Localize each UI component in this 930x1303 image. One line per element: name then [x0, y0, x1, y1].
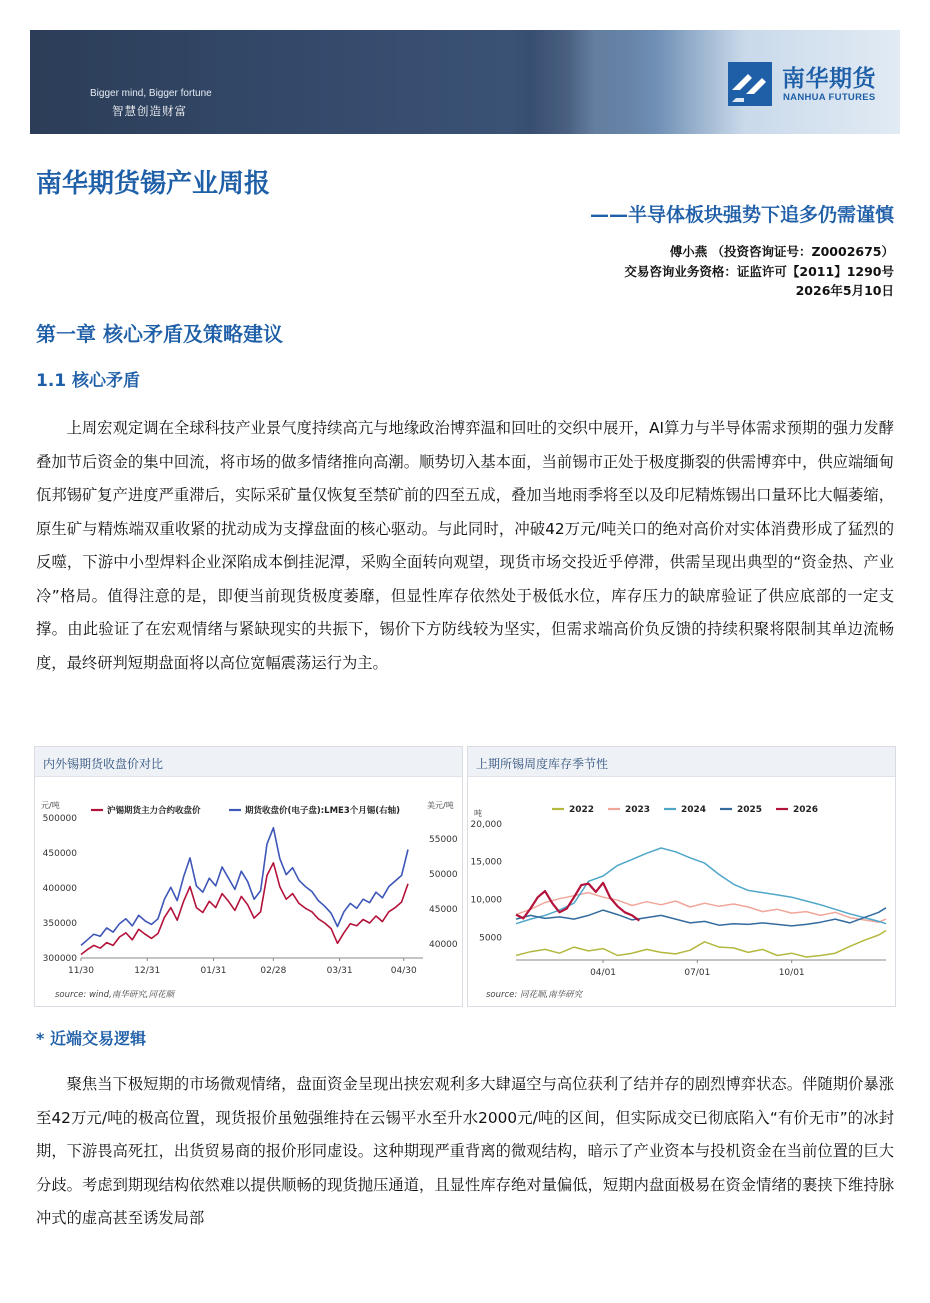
y-tick-label: 5000 [479, 933, 502, 944]
company-logo [726, 58, 896, 114]
inventory-seasonal-chart [467, 746, 896, 1007]
y-right-tick-label: 45000 [429, 905, 458, 915]
y-unit: 吨 [474, 809, 482, 818]
series-line [516, 848, 886, 924]
legend-label: 2022 [569, 805, 595, 815]
y-left-tick-label: 400000 [42, 884, 77, 894]
inventory-seasonal-plot [468, 778, 895, 1006]
series-line [81, 828, 408, 946]
y-right-tick-label: 50000 [429, 870, 458, 880]
nanhua-logo-icon [726, 60, 774, 108]
x-tick-label: 02/28 [260, 966, 287, 976]
report-subtitle: ——半导体板块强势下追多仍需谨慎 [589, 204, 894, 226]
y-tick-label: 10,000 [470, 895, 502, 906]
logo-text-en: NANHUA FUTURES [783, 92, 876, 103]
chart-source: source: 同花顺,南华研究 [486, 990, 583, 1000]
y-left-tick-label: 300000 [42, 954, 77, 964]
x-tick-label: 03/31 [326, 966, 353, 976]
x-tick-label: 04/30 [390, 966, 417, 976]
x-tick-label: 11/30 [68, 966, 94, 976]
series-line [516, 931, 886, 958]
price-comparison-plot [35, 778, 462, 1006]
license-line: 交易咨询业务资格：证监许可【2011】1290号 [624, 264, 894, 279]
legend-label: 2023 [625, 805, 651, 815]
banner-glow [530, 30, 660, 134]
report-title: 南华期货锡产业周报 [36, 169, 271, 199]
legend-label: 2024 [681, 805, 707, 815]
chapter-title: 第一章 核心矛盾及策略建议 [36, 322, 283, 346]
legend-label: 沪锡期货主力合约收盘价 [107, 806, 201, 816]
slogan-en: Bigger mind, Bigger fortune [90, 88, 212, 99]
y-left-tick-label: 350000 [42, 919, 77, 929]
y-tick-label: 15,000 [470, 857, 502, 868]
y-right-tick-label: 40000 [429, 940, 458, 950]
y-tick-label: 20,000 [470, 819, 502, 830]
chart-title: 内外锡期货收盘价对比 [35, 747, 462, 777]
trading-logic-paragraph: 聚焦当下极短期的市场微观情绪，盘面资金呈现出挟宏观利多大肆逼空与高位获利了结并存的剧烈博弈状态。伴随期价暴涨至42万元/吨的极高位置，现货报价虽勉强维持在云锡平水至升水2000元/吨的区间，但实际成交已彻底陷入“有价无市”的冰封期，下游畏高死扛，出货贸易商的报价形同虚设。这种期现严重背离的微观结构，暗示了产业资本与投机资金在当前位置的巨大分歧。考虑到期现结构依然难以提供顺畅的现货抛压通道，且显性库存绝对量偏低，短期内盘面极易在资金情绪的裹挟下维持脉冲式的虚高甚至诱发局部 [36, 1075, 894, 1227]
x-tick-label: 10/01 [778, 968, 805, 978]
legend-label: 2025 [737, 805, 763, 815]
header-banner [30, 30, 900, 134]
core-contradiction-paragraph: 上周宏观定调在全球科技产业景气度持续高亢与地缘政治博弈温和回吐的交织中展开，AI算力与半导体需求预期的强力发酵叠加节后资金的集中回流，将市场的做多情绪推向高潮。顺势切入基本面，当前锡市正处于极度撕裂的供需博弈中，供应端缅甸佤邦锡矿复产进度严重滞后，实际采矿量仅恢复至禁矿前的四至五成，叠加当地雨季将至以及印尼精炼锡出口量环比大幅萎缩，原生矿与精炼端双重收紧的扰动成为支撑盘面的核心驱动。与此同时，冲破42万元/吨关口的绝对高价对实体消费形成了猛烈的反噬，下游中小型焊料企业深陷成本倒挂泥潭，采购全面转向观望，现货市场交投近乎停滞，供需呈现出典型的“资金热、产业冷”格局。值得注意的是，即便当前现货极度萎靡，但显性库存依然处于极低水位，库存压力的缺席验证了供应底部的一定支撑。由此验证了在宏观情绪与紧缺现实的共振下，锡价下方防线较为坚实，但需求端高价负反馈的持续积聚将限制其单边流畅度，最终研判短期盘面将以高位宽幅震荡运行为主。 [36, 419, 894, 672]
logo-text-cn: 南华期货 [782, 66, 876, 92]
y-left-tick-label: 450000 [42, 849, 77, 859]
chart-title: 上期所锡周度库存季节性 [468, 747, 895, 777]
price-comparison-chart [34, 746, 463, 1007]
x-tick-label: 07/01 [684, 968, 711, 978]
y-left-unit: 元/吨 [41, 801, 60, 810]
series-line [516, 908, 886, 926]
author-line: 傅小燕 （投资咨询证号：Z0002675） [669, 244, 894, 259]
y-right-unit: 美元/吨 [427, 801, 454, 810]
x-tick-label: 01/31 [200, 966, 227, 976]
y-left-tick-label: 500000 [42, 814, 77, 824]
y-right-tick-label: 55000 [429, 835, 458, 845]
trading-logic-title: * 近端交易逻辑 [36, 1029, 146, 1048]
section-title: 1.1 核心矛盾 [36, 371, 141, 391]
x-tick-label: 12/31 [134, 966, 161, 976]
legend-label: 2026 [793, 805, 819, 815]
chart-source: source: wind,南华研究,同花顺 [55, 990, 174, 1000]
legend-label: 期货收盘价(电子盘):LME3个月锡(右轴) [245, 806, 401, 816]
x-tick-label: 04/01 [590, 968, 617, 978]
slogan-cn: 智慧创造财富 [112, 104, 187, 118]
report-date: 2026年5月10日 [795, 283, 894, 298]
